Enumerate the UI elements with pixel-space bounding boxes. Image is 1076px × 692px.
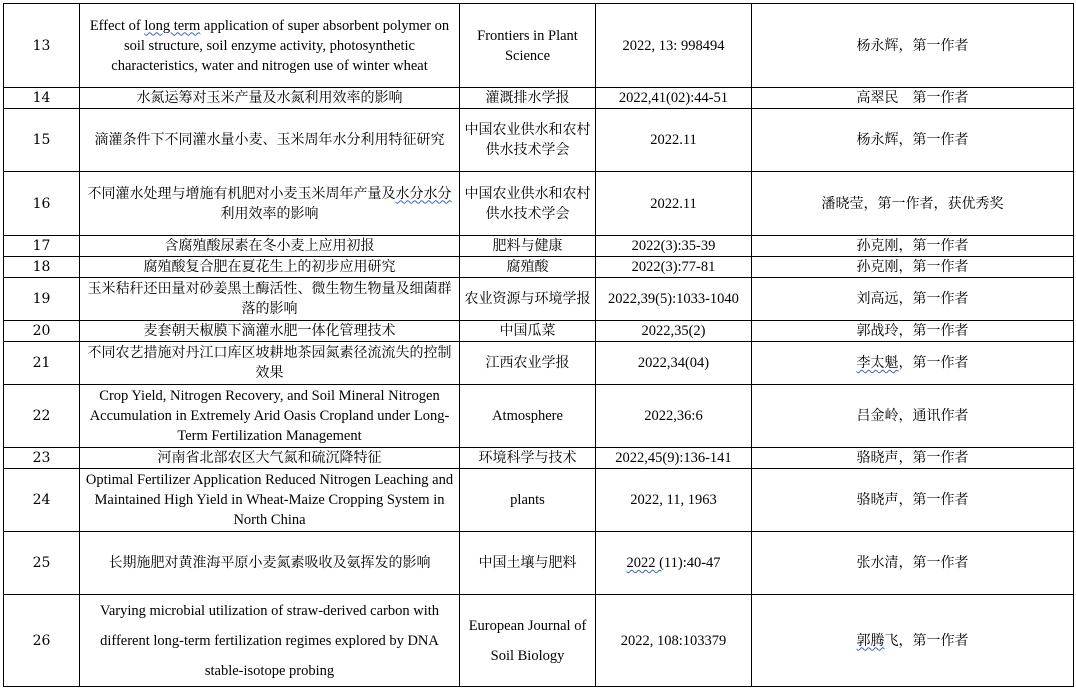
table-row <box>4 469 1074 532</box>
author-role: 郭腾飞，第一作者 <box>752 595 1074 687</box>
table-row <box>4 532 1074 595</box>
journal-name: European Journal of Soil Biology <box>460 595 596 687</box>
journal-name: 肥料与健康 <box>460 236 596 257</box>
paper-title: 不同灌水处理与增施有机肥对小麦玉米周年产量及水分水分利用效率的影响 <box>80 172 460 236</box>
table-row <box>4 4 1074 88</box>
journal-name: plants <box>460 469 596 532</box>
table-row <box>4 278 1074 321</box>
journal-name: Frontiers in Plant Science <box>460 4 596 88</box>
author-role: 吕金岭，通讯作者 <box>752 385 1074 448</box>
author-role: 郭战玲，第一作者 <box>752 321 1074 342</box>
author-role: 孙克刚，第一作者 <box>752 236 1074 257</box>
publication-info: 2022,35(2) <box>596 321 752 342</box>
journal-name: 中国瓜菜 <box>460 321 596 342</box>
publication-info: 2022,36:6 <box>596 385 752 448</box>
table-row <box>4 236 1074 257</box>
journal-name: 灌溉排水学报 <box>460 88 596 109</box>
publication-info: 2022, 13: 998494 <box>596 4 752 88</box>
paper-title: 腐殖酸复合肥在夏花生上的初步应用研究 <box>80 257 460 278</box>
row-number: 16 <box>4 172 80 236</box>
author-role: 骆晓声，第一作者 <box>752 469 1074 532</box>
row-number: 15 <box>4 109 80 172</box>
paper-title: 不同农艺措施对丹江口库区坡耕地茶园氮素径流流失的控制效果 <box>80 342 460 385</box>
table-row <box>4 448 1074 469</box>
publication-info: 2022.11 <box>596 109 752 172</box>
table-row <box>4 321 1074 342</box>
row-number: 21 <box>4 342 80 385</box>
row-number: 23 <box>4 448 80 469</box>
paper-title: Varying microbial utilization of straw-derived carbon with different long-term fertilization regimes explored by DNA stable-isotope probing <box>80 595 460 687</box>
journal-name: 中国农业供水和农村供水技术学会 <box>460 109 596 172</box>
table-row <box>4 595 1074 687</box>
author-role: 潘晓莹，第一作者，获优秀奖 <box>752 172 1074 236</box>
author-role: 杨永辉，第一作者 <box>752 109 1074 172</box>
author-role: 杨永辉，第一作者 <box>752 4 1074 88</box>
paper-title: Effect of long term application of super absorbent polymer on soil structure, soil enzyme activity, photosynthetic characteristics, water and nitrogen use of winter wheat <box>80 4 460 88</box>
table-row <box>4 385 1074 448</box>
publication-info: 2022(3):77-81 <box>596 257 752 278</box>
paper-title: 麦套朝天椒膜下滴灌水肥一体化管理技术 <box>80 321 460 342</box>
author-role: 李太魁，第一作者 <box>752 342 1074 385</box>
author-role: 孙克刚，第一作者 <box>752 257 1074 278</box>
publication-info: 2022, 11, 1963 <box>596 469 752 532</box>
publication-table <box>3 3 1074 687</box>
row-number: 19 <box>4 278 80 321</box>
table-row <box>4 342 1074 385</box>
table-row <box>4 109 1074 172</box>
journal-name: 腐殖酸 <box>460 257 596 278</box>
journal-name: 中国土壤与肥料 <box>460 532 596 595</box>
paper-title: 滴灌条件下不同灌水量小麦、玉米周年水分利用特征研究 <box>80 109 460 172</box>
publication-info: 2022 (11):40-47 <box>596 532 752 595</box>
journal-name: 中国农业供水和农村供水技术学会 <box>460 172 596 236</box>
journal-name: Atmosphere <box>460 385 596 448</box>
row-number: 26 <box>4 595 80 687</box>
row-number: 13 <box>4 4 80 88</box>
publication-info: 2022,34(04) <box>596 342 752 385</box>
publication-info: 2022.11 <box>596 172 752 236</box>
row-number: 22 <box>4 385 80 448</box>
paper-title: 玉米秸秆还田量对砂姜黑土酶活性、微生物生物量及细菌群落的影响 <box>80 278 460 321</box>
journal-name: 江西农业学报 <box>460 342 596 385</box>
row-number: 14 <box>4 88 80 109</box>
publication-info: 2022, 108:103379 <box>596 595 752 687</box>
paper-title: Optimal Fertilizer Application Reduced Nitrogen Leaching and Maintained High Yield in Wheat-Maize Cropping System in North China <box>80 469 460 532</box>
journal-name: 农业资源与环境学报 <box>460 278 596 321</box>
row-number: 18 <box>4 257 80 278</box>
author-role: 骆晓声，第一作者 <box>752 448 1074 469</box>
publication-info: 2022,39(5):1033-1040 <box>596 278 752 321</box>
row-number: 20 <box>4 321 80 342</box>
table-row <box>4 172 1074 236</box>
journal-name: 环境科学与技术 <box>460 448 596 469</box>
paper-title: 河南省北部农区大气氮和硫沉降特征 <box>80 448 460 469</box>
table-row <box>4 88 1074 109</box>
row-number: 25 <box>4 532 80 595</box>
author-role: 高翠民 第一作者 <box>752 88 1074 109</box>
publication-info: 2022(3):35-39 <box>596 236 752 257</box>
paper-title: Crop Yield, Nitrogen Recovery, and Soil Mineral Nitrogen Accumulation in Extremely Arid Oasis Cropland under Long-Term Fertilization Management <box>80 385 460 448</box>
author-role: 张水清，第一作者 <box>752 532 1074 595</box>
publication-info: 2022,45(9):136-141 <box>596 448 752 469</box>
row-number: 17 <box>4 236 80 257</box>
paper-title: 水氮运筹对玉米产量及水氮利用效率的影响 <box>80 88 460 109</box>
author-role: 刘高远，第一作者 <box>752 278 1074 321</box>
table-row <box>4 257 1074 278</box>
publication-info: 2022,41(02):44-51 <box>596 88 752 109</box>
row-number: 24 <box>4 469 80 532</box>
paper-title: 长期施肥对黄淮海平原小麦氮素吸收及氨挥发的影响 <box>80 532 460 595</box>
paper-title: 含腐殖酸尿素在冬小麦上应用初报 <box>80 236 460 257</box>
